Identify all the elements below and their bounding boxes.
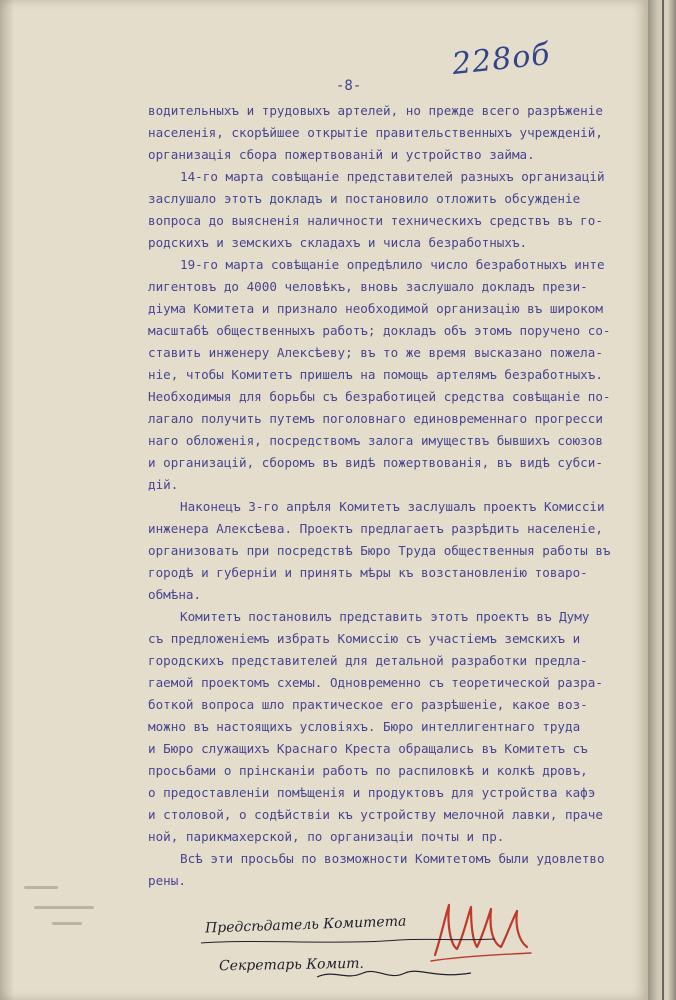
text-line: 14-го марта совѣщаніе представителей разныхъ организацій <box>180 169 605 184</box>
text-line: боткой вопроса шло практическое его разрѣшеніе, какое воз- <box>148 697 588 712</box>
text-line: наго обложенія, посредствомъ залога имуществъ бывшихъ союзов <box>148 433 603 448</box>
text-line: заслушало этотъ докладъ и постановило отложить обсужденіе <box>148 191 581 206</box>
text-line: масштабѣ общественныхъ работъ; докладъ объ этомъ поручено со- <box>148 323 611 338</box>
text-line: о предоставленіи помѣщенія и продуктовъ для устройства кафэ <box>148 785 596 800</box>
text-line: рены. <box>148 873 186 888</box>
typewritten-body <box>148 100 628 892</box>
chairman-signature-label: Предсѣдатель Комитета <box>204 913 407 937</box>
text-line: Всѣ эти просьбы по возможности Комитетомъ были удовлетво <box>180 851 605 866</box>
text-line: гаемой проектомъ схемы. Одновременно съ теоретической разра- <box>148 675 603 690</box>
faint-mark <box>34 906 94 909</box>
text-line: дій. <box>148 477 179 492</box>
text-line: Наконецъ 3-го апрѣля Комитетъ заслушалъ проектъ Комиссіи <box>180 499 605 514</box>
text-line: и столовой, о содѣйствіи къ устройству мелочной лавки, праче <box>148 807 603 822</box>
text-line: и организацій, сборомъ въ видѣ пожертвованія, въ видѣ субси- <box>148 455 603 470</box>
page-shadow <box>0 0 14 1000</box>
secretary-scribble <box>315 967 475 983</box>
text-line: и Бюро служащихъ Краснаго Креста обращались въ Комитетъ съ <box>148 741 588 756</box>
text-line: Комитетъ постановилъ представить этотъ проектъ въ Думу <box>180 609 590 624</box>
text-line: съ предложеніемъ избрать Комиссію съ участіемъ земскихъ и <box>148 631 581 646</box>
signature-underline <box>199 935 499 947</box>
text-line: 19-го марта совѣщаніе опредѣлило число безработныхъ инте <box>180 257 605 272</box>
page-number: -8- <box>336 78 362 94</box>
archive-folio-number: 228об <box>450 36 553 83</box>
text-line: организовать при посредствѣ Бюро Труда общественныя работы въ <box>148 543 611 558</box>
signature-block <box>205 905 535 995</box>
binding-edge <box>662 0 664 1000</box>
text-line: инженера Алексѣева. Проектъ предлагаетъ разрѣдить населеніе, <box>148 521 603 536</box>
text-line: населенія, скорѣйшее открытіе правительственныхъ учрежденій, <box>148 125 603 140</box>
faint-mark <box>24 886 58 889</box>
text-line: ставить инженеру Алексѣеву; въ то же время высказано пожела- <box>148 345 603 360</box>
faint-mark <box>52 922 82 925</box>
text-line: родскихъ и земскихъ складахъ и числа безработныхъ. <box>148 235 528 250</box>
text-line: ніе, чтобы Комитетъ пришелъ на помощь артелямъ безработныхъ. <box>148 367 603 382</box>
text-line: лагало получить путемъ поголовнаго единовременнаго прогресси <box>148 411 603 426</box>
text-line: обмѣна. <box>148 587 202 602</box>
text-line: можно въ настоящихъ условіяхъ. Бюро интеллигентнаго труда <box>148 719 581 734</box>
text-line: лигентовъ до 4000 человѣкъ, вновь заслушало докладъ прези- <box>148 279 588 294</box>
secretary-signature-label: Секретарь Комит. <box>218 955 365 975</box>
margin-faint-marks <box>0 860 120 960</box>
text-line: городѣ и губерніи и принять мѣры къ возстановленію товаро- <box>148 565 588 580</box>
text-line: діума Комитета и признало необходимой организацію въ широком <box>148 301 603 316</box>
text-line: организація сбора пожертвованій и устройство займа. <box>148 147 535 162</box>
text-line: Необходимыя для борьбы съ безработицей средства совѣщаніе по- <box>148 389 611 404</box>
text-line: просьбами о прінсканіи работъ по распиловкѣ и колкѣ дровъ, <box>148 763 588 778</box>
text-line: ной, парикмахерской, по организаціи почты и пр. <box>148 829 505 844</box>
text-line: вопроса до выясненія наличности техническихъ средствъ въ го- <box>148 213 603 228</box>
text-line: водительныхъ и трудовыхъ артелей, но прежде всего разрѣженіе <box>148 103 603 118</box>
text-line: городскихъ представителей для детальной разработки предла- <box>148 653 588 668</box>
